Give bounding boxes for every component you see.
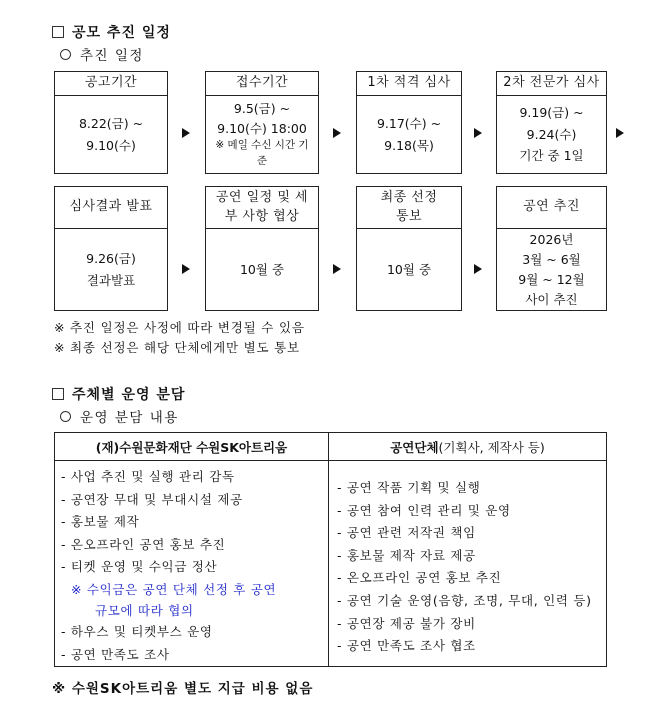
checkbox-square-icon [52,26,64,38]
schedule-box-performance [496,186,607,311]
section-schedule-title [52,22,171,42]
arrow-right-icon [333,264,341,274]
roles-troupe-cell [329,461,607,667]
schedule-subtitle [60,44,144,64]
roles-subtitle [60,406,179,426]
roles-col-troupe-header [329,433,607,461]
schedule-box-line: 기간 중 1일 [519,148,584,164]
circle-bullet-icon [60,411,71,422]
schedule-box-line: 9월 ~ 12월 [518,271,585,287]
roles-table [54,432,607,667]
schedule-box-announcement [54,71,168,174]
schedule-box-header: 1차 적격 심사 [357,72,461,96]
schedule-box-body [206,96,318,173]
schedule-note: ※ 최종 선정은 해당 단체에게만 별도 통보 [54,340,300,355]
schedule-box-line: 3월 ~ 6월 [522,251,581,267]
schedule-box-header: 공연 추진 [497,187,606,229]
schedule-box-line: 9.17(수) ~ [376,115,442,131]
schedule-box-header-text: 공연 일정 및 세부 사항 협상 [215,189,309,224]
roles-foundation-cell [55,461,329,667]
arrow-right-icon [182,264,190,274]
list-item: - 공연 작품 기획 및 실행 [337,480,481,495]
list-item: - 하우스 및 티켓부스 운영 [61,623,213,639]
schedule-box-body [357,96,461,173]
schedule-box-header: 공고기간 [55,72,167,96]
list-item: - 온오프라인 공연 홍보 추진 [337,570,502,586]
roles-col-troupe-header-text: 공연단체 [390,439,439,455]
list-item: - 홍보물 제작 자료 제공 [337,547,476,563]
list-item: - 공연 참여 인력 관리 및 운영 [337,502,511,518]
schedule-box-header [357,187,461,229]
schedule-box-body [497,96,606,173]
revenue-note: ※ 수익금은 공연 단체 선정 후 공연 [71,581,277,597]
schedule-box-body [55,229,167,310]
list-item: - 공연 만족도 조사 협조 [337,638,476,654]
schedule-note: ※ 추진 일정은 사정에 따라 변경될 수 있음 [54,320,305,335]
schedule-box-line: 결과발표 [86,272,136,288]
list-item: - 공연 만족도 조사 [61,646,170,662]
list-item: - 사업 추진 및 실행 관리 감독 [61,469,235,484]
schedule-box-negotiation [205,186,319,311]
roles-table-header-row [55,433,607,461]
roles-subtitle-text: 운영 분담 내용 [80,410,179,426]
schedule-box-second-review [496,71,607,174]
arrow-right-icon [474,264,482,274]
checkbox-square-icon [52,388,64,400]
schedule-box-body [55,96,167,173]
schedule-box-body [497,229,606,310]
section-roles-title-text: 주체별 운영 분담 [72,387,186,403]
list-item: - 티켓 운영 및 수익금 정산 [61,559,218,575]
schedule-box-line: 9.24(수) [526,126,577,142]
schedule-box-body [357,229,461,310]
schedule-box-header: 2차 전문가 심사 [497,72,606,96]
schedule-subtitle-text: 추진 일정 [80,48,144,64]
roles-col-troupe-header-detail: (기획사, 제작사 등) [438,439,545,455]
roles-table-body-row [55,461,607,667]
schedule-box-line: 9.26(금) [86,250,136,266]
roles-col-foundation-header: (재)수원문화재단 수원SK아트리움 [55,433,329,461]
list-item: - 공연장 무대 및 부대시설 제공 [61,491,243,507]
schedule-box-line: 9.18(목) [384,137,434,153]
schedule-box-line: 10월 중 [386,261,432,277]
arrow-right-icon [474,128,482,138]
schedule-box-final-notice [356,186,462,311]
arrow-right-icon [333,128,341,138]
schedule-box-line: 9.5(금) ~ [233,101,291,117]
schedule-box-line: 9.10(수) [86,137,136,153]
schedule-box-result [54,186,168,311]
schedule-notes [54,318,305,358]
schedule-box-header: 접수기간 [206,72,318,96]
schedule-box-header [206,187,318,229]
schedule-box-application [205,71,319,174]
arrow-right-icon [616,128,624,138]
list-item: - 공연 기술 운영(음향, 조명, 무대, 인력 등) [337,592,592,608]
schedule-box-line: 10월 중 [239,261,285,277]
schedule-box-body [206,229,318,310]
schedule-box-note: ※ 메일 수신 시간 기준 [215,139,309,167]
schedule-box-line: 사이 추진 [525,291,578,307]
section-roles-title [52,384,185,404]
list-item: - 공연장 제공 불가 장비 [337,615,476,631]
schedule-box-line: 8.22(금) ~ [78,115,144,131]
schedule-box-header: 심사결과 발표 [55,187,167,229]
list-item: - 공연 관련 저작권 책임 [337,525,476,541]
schedule-box-line: 9.10(수) 18:00 [217,120,307,136]
schedule-box-line: 9.19(금) ~ [519,104,584,120]
schedule-box-header-text: 최종 선정 통보 [380,189,438,224]
schedule-box-first-review [356,71,462,174]
schedule-box-line: 2026년 [529,231,574,247]
circle-bullet-icon [60,49,71,60]
final-note: ※ 수원SK아트리움 별도 지급 비용 없음 [52,681,314,697]
list-item: - 홍보물 제작 [61,514,140,530]
arrow-right-icon [182,128,190,138]
section-schedule-title-text: 공모 추진 일정 [72,25,171,41]
list-item: - 온오프라인 공연 홍보 추진 [61,536,226,552]
revenue-note-cont: 규모에 따라 협의 [95,602,194,618]
